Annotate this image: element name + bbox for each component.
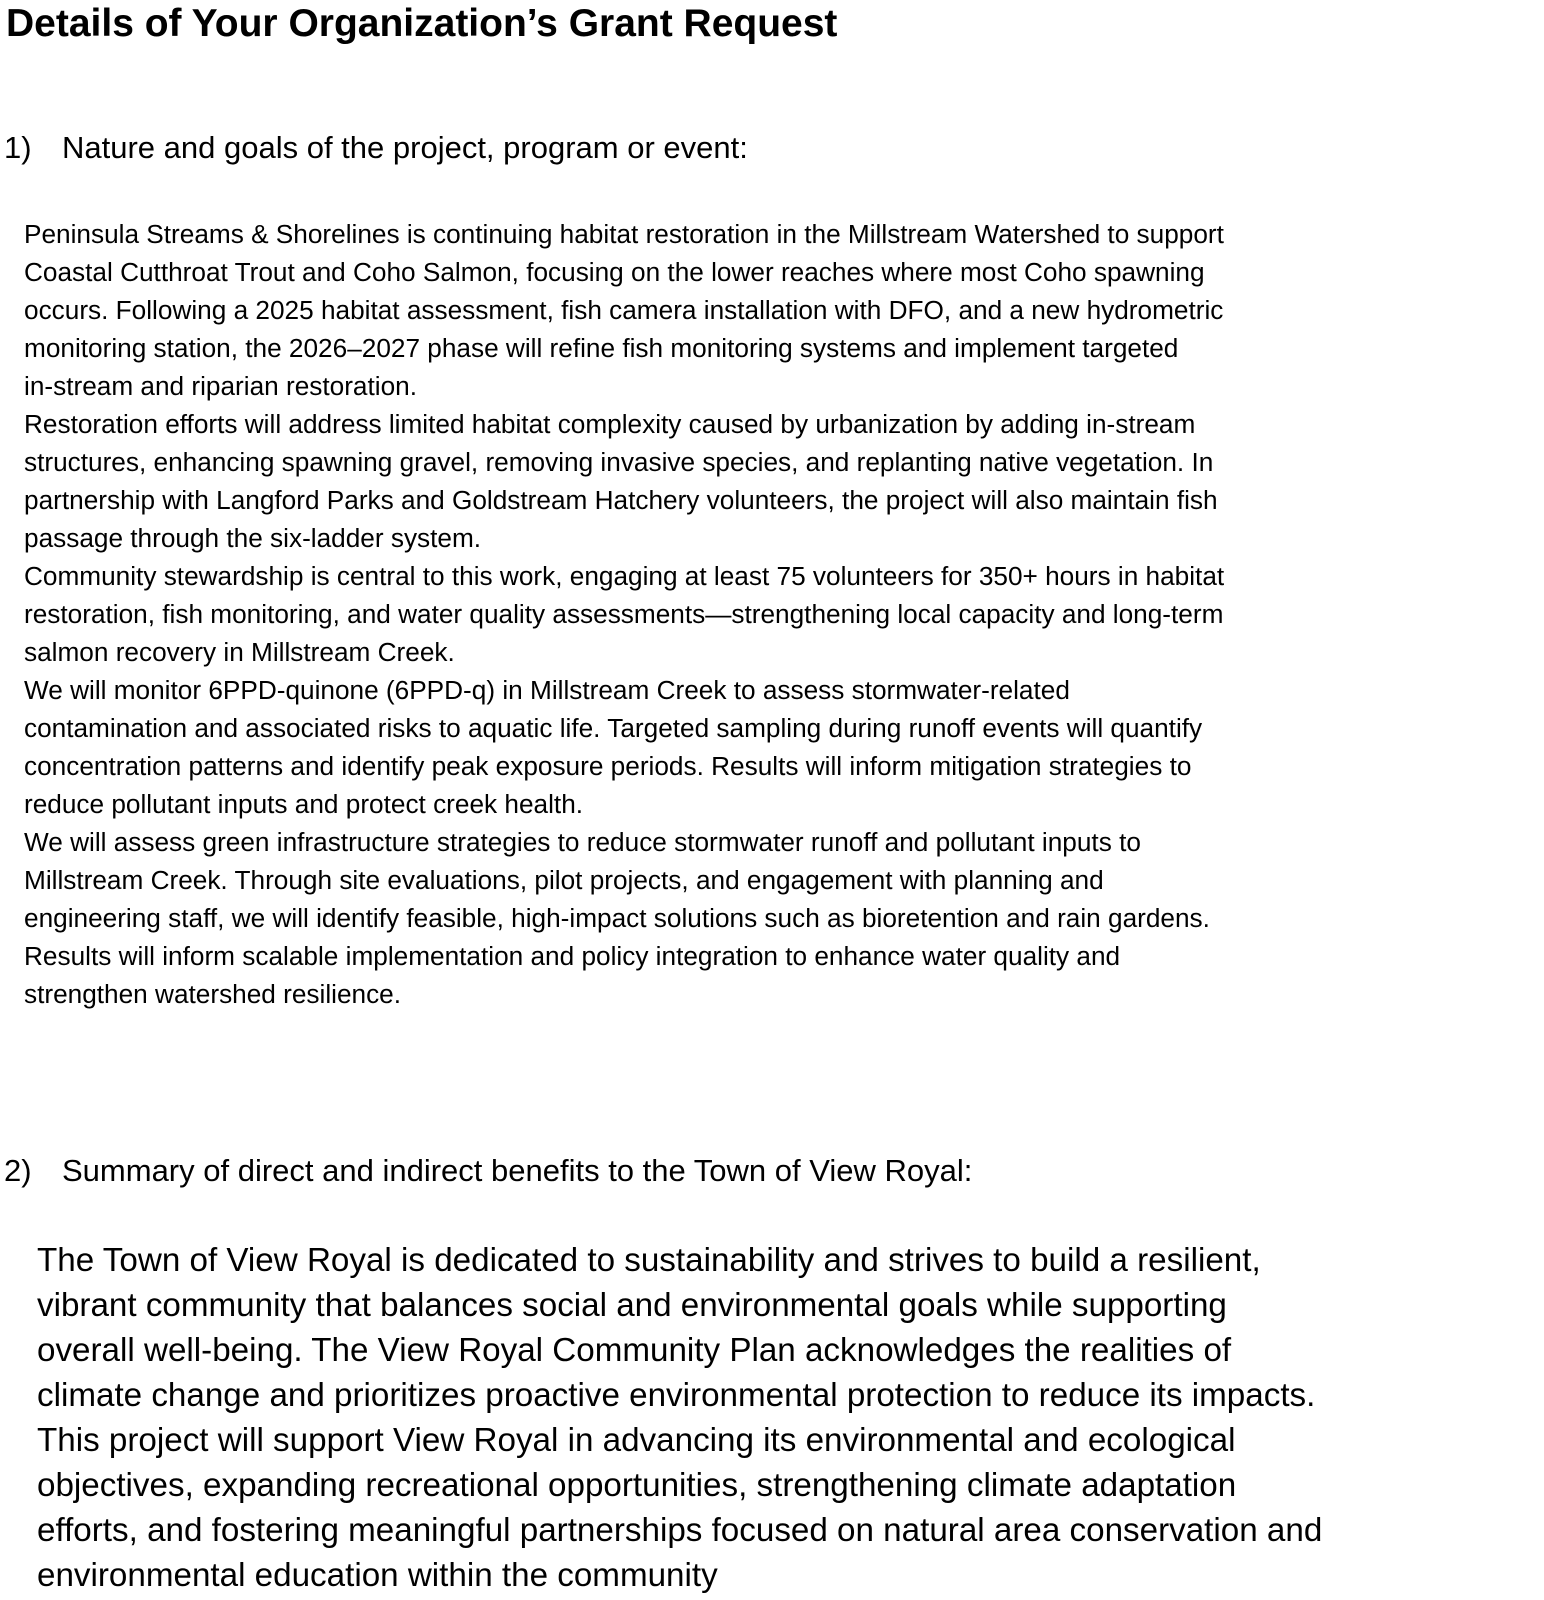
answer-1-line: in-stream and riparian restoration. bbox=[24, 371, 417, 401]
answer-1-line: Millstream Creek. Through site evaluations, pilot projects, and engagement with planning and bbox=[24, 865, 1104, 895]
answer-1-line: occurs. Following a 2025 habitat assessment, fish camera installation with DFO, and a new hydrometric bbox=[24, 295, 1224, 325]
answer-1-line: Coastal Cutthroat Trout and Coho Salmon, focusing on the lower reaches where most Coho spawning bbox=[24, 257, 1205, 287]
answer-2-line: The Town of View Royal is dedicated to sustainability and strives to build a resilient, bbox=[37, 1242, 1261, 1279]
answer-1-line: monitoring station, the 2026–2027 phase will refine fish monitoring systems and implement targeted bbox=[24, 333, 1179, 363]
answer-1-line: partnership with Langford Parks and Goldstream Hatchery volunteers, the project will also maintain fish bbox=[24, 485, 1218, 515]
answer-2-line: overall well-being. The View Royal Community Plan acknowledges the realities of bbox=[37, 1332, 1232, 1369]
page-title: Details of Your Organization’s Grant Request bbox=[6, 2, 838, 45]
answer-1-line: We will assess green infrastructure strategies to reduce stormwater runoff and pollutant inputs to bbox=[24, 827, 1141, 857]
question-2-label: Summary of direct and indirect benefits to the Town of View Royal: bbox=[62, 1153, 973, 1188]
question-1-label: Nature and goals of the project, program or event: bbox=[62, 130, 748, 165]
answer-1-line: contamination and associated risks to aquatic life. Targeted sampling during runoff events will quantify bbox=[24, 713, 1203, 743]
answer-1-line: structures, enhancing spawning gravel, removing invasive species, and replanting native vegetation. In bbox=[24, 447, 1214, 477]
question-1-answer bbox=[24, 215, 1536, 1013]
question-2-number: 2) bbox=[4, 1153, 32, 1188]
answer-1-line: passage through the six-ladder system. bbox=[24, 523, 482, 553]
answer-1-line: Results will inform scalable implementation and policy integration to enhance water quality and bbox=[24, 941, 1121, 971]
answer-2-line: vibrant community that balances social and environmental goals while supporting bbox=[37, 1287, 1227, 1324]
answer-1-line: restoration, fish monitoring, and water quality assessments—strengthening local capacity and long-term bbox=[24, 599, 1224, 629]
question-1-number: 1) bbox=[4, 130, 32, 165]
question-1-heading bbox=[4, 130, 748, 166]
question-2-heading bbox=[4, 1153, 972, 1189]
answer-1-line: salmon recovery in Millstream Creek. bbox=[24, 637, 455, 667]
answer-2-line: climate change and prioritizes proactive environmental protection to reduce its impacts. bbox=[37, 1377, 1316, 1414]
question-2-answer bbox=[37, 1238, 1542, 1598]
answer-1-line: engineering staff, we will identify feasible, high-impact solutions such as bioretention and rain gardens. bbox=[24, 903, 1210, 933]
answer-2-line: environmental education within the community bbox=[37, 1557, 718, 1594]
answer-1-line: Peninsula Streams & Shorelines is continuing habitat restoration in the Millstream Watershed to support bbox=[24, 219, 1224, 249]
answer-1-line: Community stewardship is central to this work, engaging at least 75 volunteers for 350+ hours in habitat bbox=[24, 561, 1225, 591]
answer-2-line: objectives, expanding recreational opportunities, strengthening climate adaptation bbox=[37, 1467, 1237, 1504]
answer-1-line: strengthen watershed resilience. bbox=[24, 979, 402, 1009]
answer-2-line: efforts, and fostering meaningful partnerships focused on natural area conservation and bbox=[37, 1512, 1323, 1549]
answer-1-line: reduce pollutant inputs and protect creek health. bbox=[24, 789, 584, 819]
answer-2-line: This project will support View Royal in advancing its environmental and ecological bbox=[37, 1422, 1236, 1459]
answer-1-line: Restoration efforts will address limited habitat complexity caused by urbanization by adding in-stream bbox=[24, 409, 1196, 439]
answer-1-line: concentration patterns and identify peak exposure periods. Results will inform mitigation strategies to bbox=[24, 751, 1192, 781]
answer-1-line: We will monitor 6PPD-quinone (6PPD-q) in Millstream Creek to assess stormwater-related bbox=[24, 675, 1070, 705]
